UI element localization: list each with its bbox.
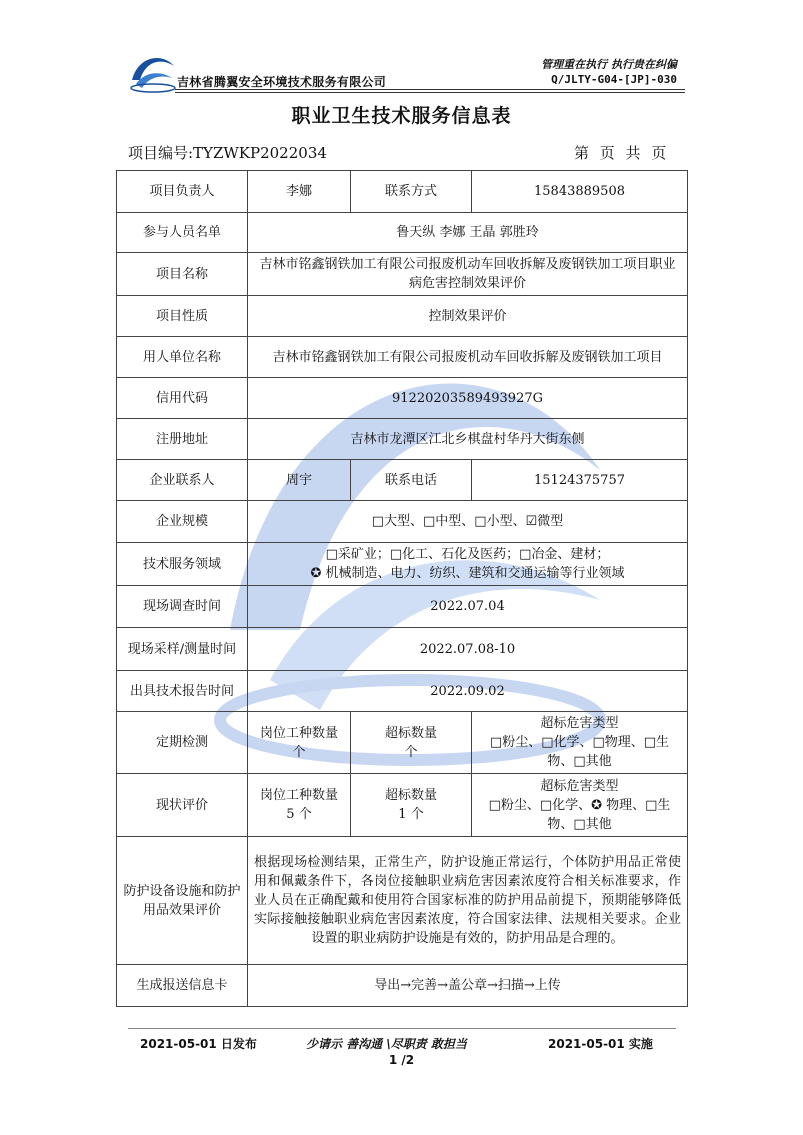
table-row — [117, 213, 688, 253]
cell-value: 吉林市铭鑫钢铁加工有限公司报废机动车回收拆解及废钢铁加工项目 — [248, 337, 688, 378]
cell-value: 周宇 — [248, 460, 351, 501]
cell-value: 鲁天纵 李娜 王晶 郭胜玲 — [248, 213, 688, 253]
service-field-line-2: ✪ 机械制造、电力、纺织、建筑和交通运输等行业领域 — [310, 566, 625, 581]
cell-value: 2022.07.08-10 — [248, 628, 688, 671]
table-row — [117, 501, 688, 543]
page-info: 第 页 共 页 — [574, 144, 667, 162]
cell-label: 现状评价 — [117, 774, 248, 837]
header-rule — [175, 89, 685, 90]
cell-label: 现场调查时间 — [117, 586, 248, 628]
table-row — [117, 837, 688, 965]
cell-value: 吉林市铭鑫钢铁加工有限公司报废机动车回收拆解及废钢铁加工项目职业病危害控制效果评价 — [248, 253, 688, 296]
cell-value: 岗位工种数量 5 个 — [248, 774, 351, 837]
cell-value: 15124375757 — [472, 460, 688, 501]
table-row — [117, 171, 688, 213]
cell-value: 岗位工种数量 个 — [248, 712, 351, 774]
cell-label: 技术服务领域 — [117, 543, 248, 586]
table-row — [117, 419, 688, 460]
table-row — [117, 460, 688, 501]
table-row — [117, 712, 688, 774]
cell-value: 2022.07.04 — [248, 586, 688, 628]
cell-value: 91220203589493927G — [248, 378, 688, 419]
table-row — [117, 337, 688, 378]
company-name: 吉林省腾翼安全环境技术服务有限公司 — [177, 75, 387, 89]
cell-value: 超标数量 1 个 — [351, 774, 472, 837]
document-code: Q/JLTY-G04-[JP]-030 — [551, 73, 677, 86]
issue-date: 2021-05-01 日发布 — [140, 1037, 257, 1051]
table-row — [117, 378, 688, 419]
table-row — [117, 543, 688, 586]
cell-value: 吉林市龙潭区江北乡棋盘村华丹大街东侧 — [248, 419, 688, 460]
cell-label: 防护设备设施和防护用品效果评价 — [117, 837, 248, 965]
cell-value: 超标危害类型 □粉尘、□化学、□物理、□生物、□其他 — [472, 712, 688, 774]
header-rule-2 — [175, 92, 685, 93]
cell-label: 出具技术报告时间 — [117, 671, 248, 712]
cell-value: 15843889508 — [472, 171, 688, 213]
cell-value — [248, 543, 688, 586]
cell-value: 导出→完善→盖公章→扫描→上传 — [248, 965, 688, 1007]
cell-value: 2022.09.02 — [248, 671, 688, 712]
cell-label: 用人单位名称 — [117, 337, 248, 378]
table-row — [117, 628, 688, 671]
cell-label: 项目性质 — [117, 296, 248, 337]
cell-label: 参与人员名单 — [117, 213, 248, 253]
table-row — [117, 586, 688, 628]
cell-value: 李娜 — [248, 171, 351, 213]
cell-label: 现场采样/测量时间 — [117, 628, 248, 671]
cell-value: 超标数量 个 — [351, 712, 472, 774]
table-row — [117, 965, 688, 1007]
cell-label: 联系方式 — [351, 171, 472, 213]
project-number: 项目编号:TYZWKP2022034 — [128, 144, 327, 162]
header-slogan: 管理重在执行 执行贵在纠偏 — [541, 58, 677, 71]
cell-label: 项目负责人 — [117, 171, 248, 213]
cell-value: 控制效果评价 — [248, 296, 688, 337]
company-logo — [128, 50, 178, 94]
cell-label: 企业规模 — [117, 501, 248, 543]
cell-label: 生成报送信息卡 — [117, 965, 248, 1007]
cell-label: 注册地址 — [117, 419, 248, 460]
cell-value: □大型、□中型、□小型、☑微型 — [248, 501, 688, 543]
page-number: 1 /2 — [388, 1053, 415, 1067]
cell-label: 定期检测 — [117, 712, 248, 774]
cell-label: 项目名称 — [117, 253, 248, 296]
footer-rule — [128, 1028, 676, 1029]
table-row — [117, 774, 688, 837]
document-header — [0, 0, 803, 100]
cell-value: 超标危害类型 □粉尘、□化学、✪ 物理、□生物、□其他 — [472, 774, 688, 837]
table-row — [117, 253, 688, 296]
cell-label: 信用代码 — [117, 378, 248, 419]
footer-motto: 少请示 善沟通 \尽职责 敢担当 — [306, 1037, 467, 1051]
page-title: 职业卫生技术服务信息表 — [291, 105, 512, 127]
cell-value: 根据现场检测结果，正常生产，防护设施正常运行，个体防护用品正常使用和佩戴条件下，各岗位接触职业病危害因素浓度符合相关标准要求，作业人员在正确配戴和使用符合国家标准的防护用品前提下，预期能够降低实际接触接触职业病危害因素浓度，符合国家法律、法规相关要求。企业设置的职业病防护设施是有效的，防护用品是合理的。 — [248, 837, 688, 965]
cell-label: 企业联系人 — [117, 460, 248, 501]
table-row — [117, 296, 688, 337]
cell-label: 联系电话 — [351, 460, 472, 501]
service-field-line-1: □采矿业；□化工、石化及医药；□冶金、建材； — [325, 547, 610, 562]
table-row — [117, 671, 688, 712]
effective-date: 2021-05-01 实施 — [548, 1037, 653, 1051]
info-table — [116, 170, 688, 1007]
